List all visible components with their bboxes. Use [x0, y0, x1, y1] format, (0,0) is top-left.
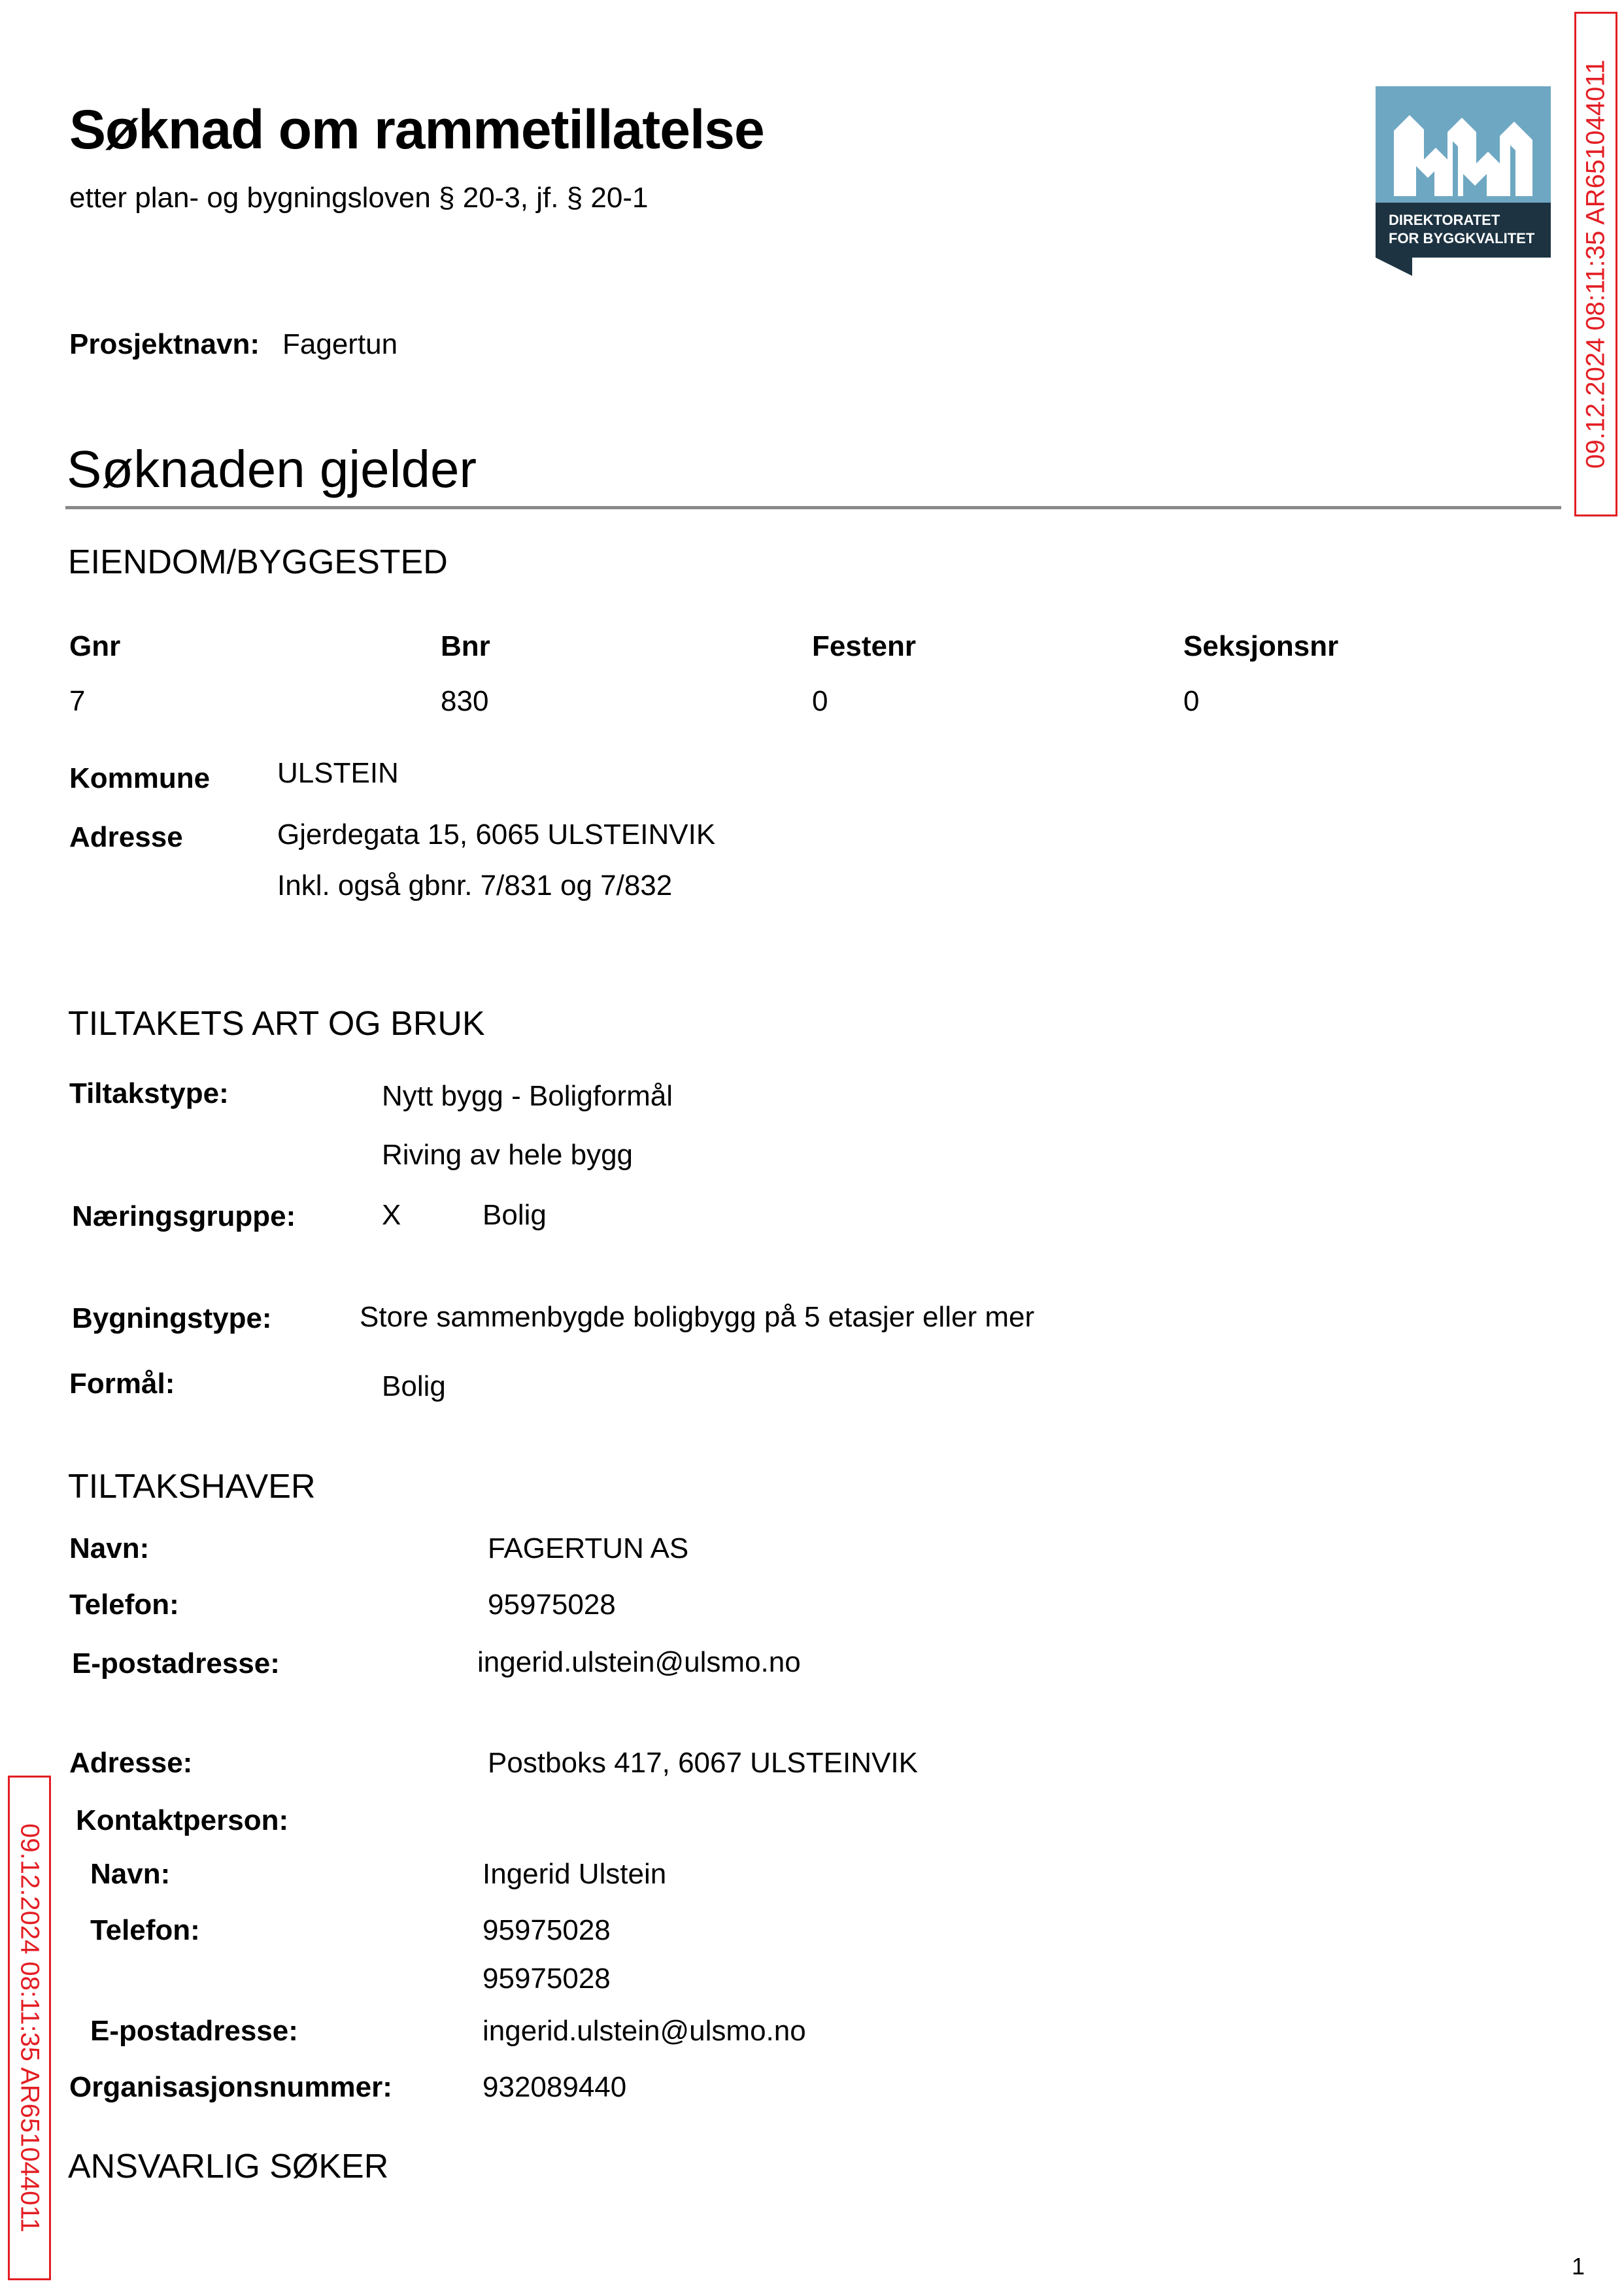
orgnr-label: Organisasjonsnummer: — [69, 2071, 392, 2103]
stamp-text-left: 09.12.2024 08:11:35 AR651044011 — [15, 1823, 44, 2233]
tiltakshaver-telefon-value: 95975028 — [488, 1589, 616, 1621]
kontakt-telefon-label: Telefon: — [90, 1914, 200, 1946]
adresse-value: Gjerdegata 15, 6065 ULSTEINVIK — [277, 818, 716, 851]
logo-text-line1: DIREKTORATET — [1389, 212, 1500, 228]
document-title: Søknad om rammetillatelse — [69, 99, 764, 160]
tiltakstype-value-2: Riving av hele bygg — [382, 1139, 634, 1171]
kommune-value: ULSTEIN — [277, 757, 399, 789]
bnr-value: 830 — [441, 685, 489, 717]
bygningstype-value: Store sammenbygde boligbygg på 5 etasjer eller mer — [360, 1301, 1035, 1333]
building-logo-icon — [1376, 86, 1551, 276]
tiltakstype-value-1: Nytt bygg - Boligformål — [382, 1080, 673, 1112]
kontakt-navn-label: Navn: — [90, 1858, 171, 1890]
kontakt-epost-label: E-postadresse: — [90, 2015, 298, 2047]
tiltakshaver-telefon-label: Telefon: — [69, 1589, 179, 1621]
kontakt-telefon-value-2: 95975028 — [482, 1963, 611, 1995]
festenr-label: Festenr — [812, 630, 916, 662]
seksjonsnr-label: Seksjonsnr — [1183, 630, 1339, 662]
kommune-label: Kommune — [69, 762, 211, 794]
tiltakstype-label: Tiltakstype: — [69, 1077, 229, 1109]
page-number: 1 — [1571, 2253, 1585, 2280]
project-value: Fagertun — [282, 328, 398, 360]
timestamp-stamp-left — [8, 1776, 51, 2280]
naeringsgruppe-value: Bolig — [482, 1199, 547, 1231]
formal-label: Formål: — [69, 1368, 175, 1400]
adresse-label: Adresse — [69, 821, 183, 853]
gnr-value: 7 — [69, 685, 86, 717]
stamp-text: 09.12.2024 08:11:35 AR651044011 — [1581, 59, 1610, 469]
timestamp-stamp-right — [1574, 12, 1617, 516]
naeringsgruppe-code: X — [382, 1199, 401, 1231]
tiltakshaver-epost-label: E-postadresse: — [72, 1647, 280, 1679]
kontakt-epost-value: ingerid.ulstein@ulsmo.no — [482, 2015, 806, 2047]
tiltakshaver-epost-value: ingerid.ulstein@ulsmo.no — [477, 1646, 801, 1678]
kontakt-navn-value: Ingerid Ulstein — [482, 1858, 667, 1890]
formal-value: Bolig — [382, 1370, 446, 1402]
tiltakshaver-navn-value: FAGERTUN AS — [488, 1532, 689, 1564]
dibk-logo — [1376, 86, 1551, 276]
kontaktperson-label: Kontaktperson: — [76, 1804, 289, 1836]
tiltakshaver-adresse-value: Postboks 417, 6067 ULSTEINVIK — [488, 1747, 918, 1779]
naeringsgruppe-label: Næringsgruppe: — [72, 1200, 296, 1232]
heading-divider — [65, 506, 1561, 509]
section-heading-soknaden-gjelder: Søknaden gjelder — [67, 440, 477, 498]
bygningstype-label: Bygningstype: — [72, 1302, 272, 1334]
adresse-note: Inkl. også gbnr. 7/831 og 7/832 — [277, 869, 673, 902]
tiltakshaver-navn-label: Navn: — [69, 1532, 150, 1564]
section-tiltak: TILTAKETS ART OG BRUK — [68, 1005, 485, 1043]
section-eiendom: EIENDOM/BYGGESTED — [68, 543, 448, 581]
gnr-label: Gnr — [69, 630, 121, 662]
tiltakshaver-adresse-label: Adresse: — [69, 1747, 193, 1779]
orgnr-value: 932089440 — [482, 2071, 627, 2103]
kontakt-telefon-value-1: 95975028 — [482, 1914, 611, 1946]
bnr-label: Bnr — [441, 630, 490, 662]
section-ansvarlig-soker: ANSVARLIG SØKER — [68, 2148, 389, 2185]
logo-text-line2: FOR BYGGKVALITET — [1389, 230, 1535, 246]
festenr-value: 0 — [812, 685, 828, 717]
seksjonsnr-value: 0 — [1183, 685, 1200, 717]
project-label: Prosjektnavn: — [69, 328, 260, 360]
section-tiltakshaver: TILTAKSHAVER — [68, 1468, 316, 1506]
document-subtitle: etter plan- og bygningsloven § 20-3, jf. § 20-1 — [69, 182, 649, 214]
